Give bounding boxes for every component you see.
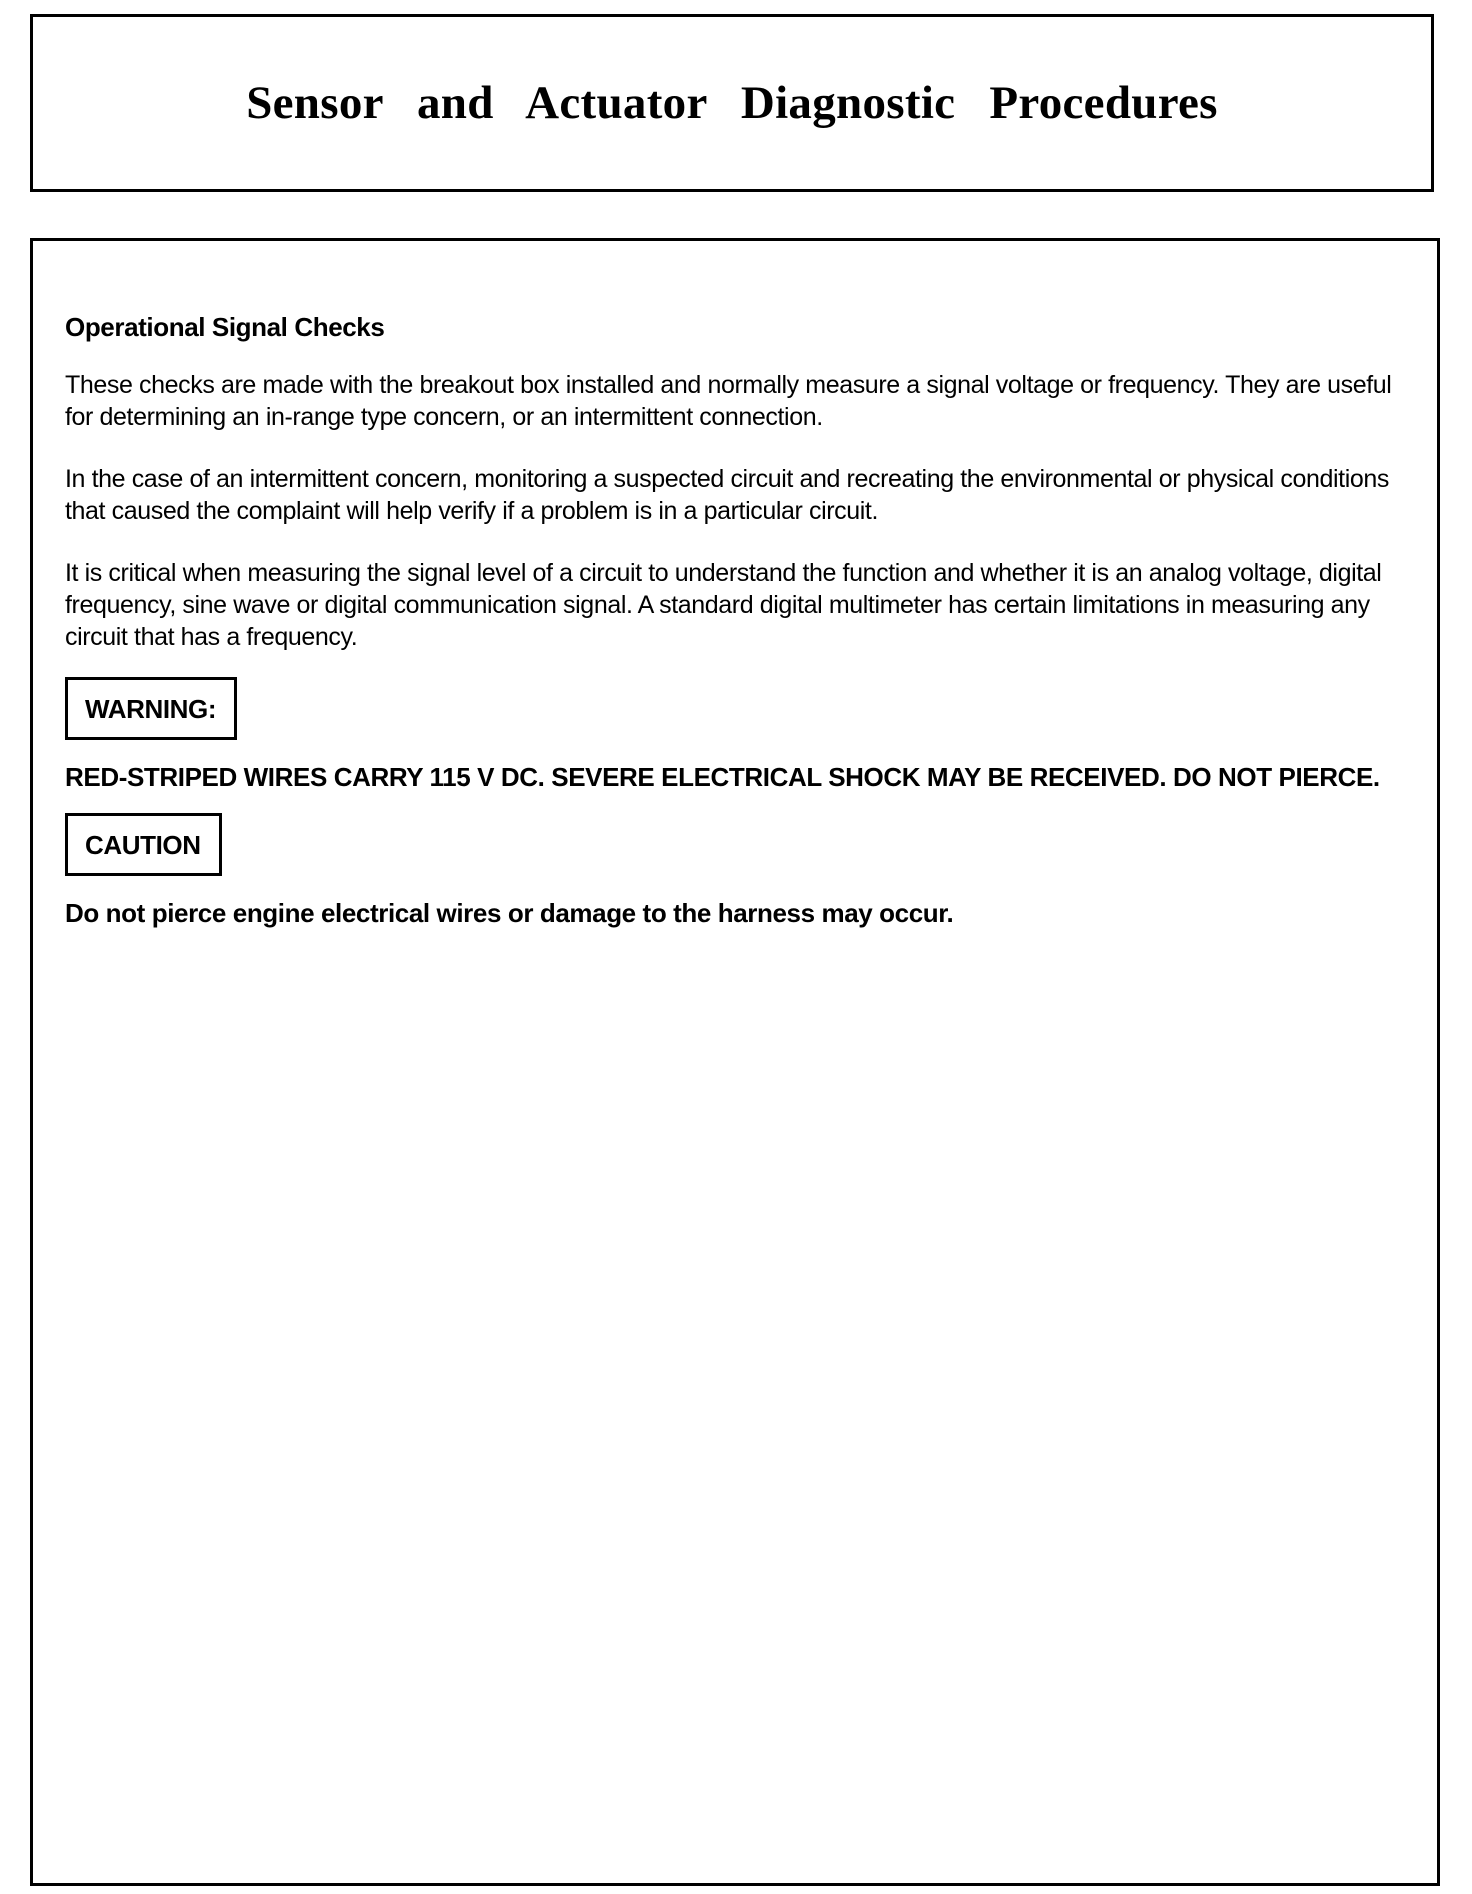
paragraph-breakout-box: These checks are made with the breakout box installed and normally measure a signal voltage or frequency. They are useful for determining an in-range type concern, or an intermittent connection. [65,371,1392,431]
content-box [30,238,1440,1886]
page-title: Sensor and Actuator Diagnostic Procedures [246,77,1218,129]
section-heading: Operational Signal Checks [65,312,385,342]
title-box [30,14,1434,192]
warning-label: WARNING: [65,677,237,740]
paragraph-intermittent-concern: In the case of an intermittent concern, monitoring a suspected circuit and recreating the environmental or physical conditions that caused the complaint will help verify if a problem is in a particular circuit. [65,465,1389,525]
warning-text: RED-STRIPED WIRES CARRY 115 V DC. SEVERE ELECTRICAL SHOCK MAY BE RECEIVED. DO NOT PIERCE. [65,762,1380,792]
caution-text: Do not pierce engine electrical wires or damage to the harness may occur. [65,898,954,928]
caution-label: CAUTION [65,813,222,876]
paragraph-signal-level: It is critical when measuring the signal level of a circuit to understand the function and whether it is an analog voltage, digital frequency, sine wave or digital communication signal. A standard digital multimeter has certain limitations in measuring any circuit that has a frequency. [65,559,1382,651]
content-body [65,311,1405,955]
